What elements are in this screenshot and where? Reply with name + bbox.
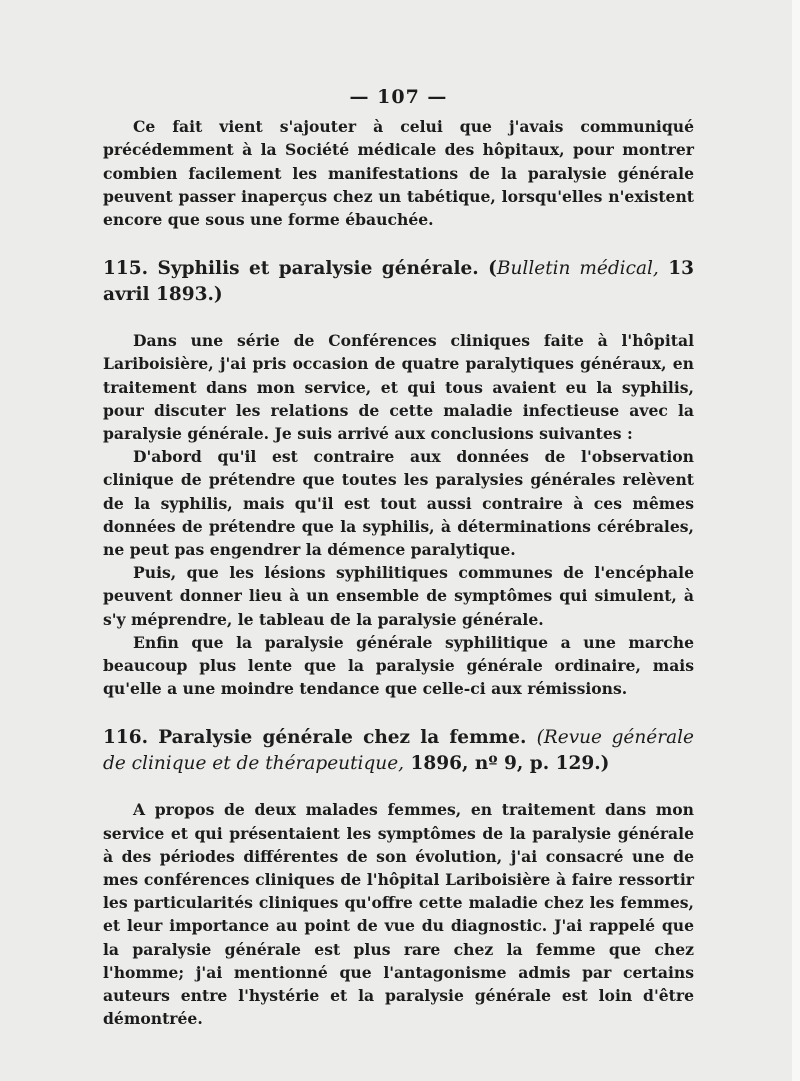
section-116-title: Paralysie générale chez la femme.	[158, 727, 527, 749]
section-116-source: (Revue générale de clinique et de thérapeutique,	[103, 727, 694, 775]
section-115-source-open: (	[488, 258, 497, 280]
section-116-paragraph: A propos de deux malades femmes, en traitement dans mon service et qui présentaient les symptômes de la paralysie générale à des périodes différentes de son évolution, j'ai consacré une de mes conférences cliniques de l'hôpital Lariboisière à faire ressortir les particularités cliniques qu'offre cette maladie chez les femmes, et leur importance au point de vue du diagnostic. J'ai rappelé que la paralysie générale est plus rare chez la femme que chez l'homme; j'ai mentionné que l'antagonisme admis par certains auteurs entre l'hystérie et la paralysie générale est loin d'être démontrée.	[103, 800, 694, 1029]
section-115-title: Syphilis et paralysie générale.	[157, 258, 479, 280]
section-115-heading	[103, 256, 694, 308]
page-edge	[792, 0, 800, 1081]
section-116-number: 116.	[103, 727, 149, 749]
section-115-paragraph: Enfin que la paralysie générale syphilitique a une marche beaucoup plus lente que la paralysie générale ordinaire, mais qu'elle a une moindre tendance que celle-ci aux rémissions.	[103, 632, 694, 699]
page-number: — 107 —	[349, 86, 448, 108]
page-content	[103, 86, 694, 1031]
section-115-number: 115.	[103, 258, 149, 280]
section-116-ref: 1896, nº 9, p. 129.)	[410, 753, 610, 775]
section-115-date: 13 avril 1893.)	[103, 258, 694, 306]
section-116-heading	[103, 725, 694, 777]
intro-paragraph: Ce fait vient s'ajouter à celui que j'avais communiqué précédemment à la Société médicale des hôpitaux, pour montrer combien facilement les manifestations de la paralysie générale peuvent passer inaperçus chez un tabétique, lorsqu'elles n'existent encore que sous une forme ébauchée.	[103, 117, 694, 230]
section-115-paragraph: Dans une série de Conférences cliniques faite à l'hôpital Lariboisière, j'ai pris occasion de quatre paralytiques généraux, en traitement dans mon service, et qui tous avaient eu la syphilis, pour discuter les relations de cette maladie infectieuse avec la paralysie générale. Je suis arrivé aux conclusions suivantes :	[103, 331, 694, 444]
section-115-source: Bulletin médical,	[496, 258, 659, 280]
section-115-paragraph: Puis, que les lésions syphilitiques communes de l'encéphale peuvent donner lieu à un ensemble de symptômes qui simulent, à s'y méprendre, le tableau de la paralysie générale.	[103, 563, 694, 629]
section-115-paragraph: D'abord qu'il est contraire aux données de l'observation clinique de prétendre que toutes les paralysies générales relèvent de la syphilis, mais qu'il est tout aussi contraire à ces mêmes données de prétendre que la syphilis, à déterminations cérébrales, ne peut pas engendrer la démence paralytique.	[103, 447, 694, 560]
